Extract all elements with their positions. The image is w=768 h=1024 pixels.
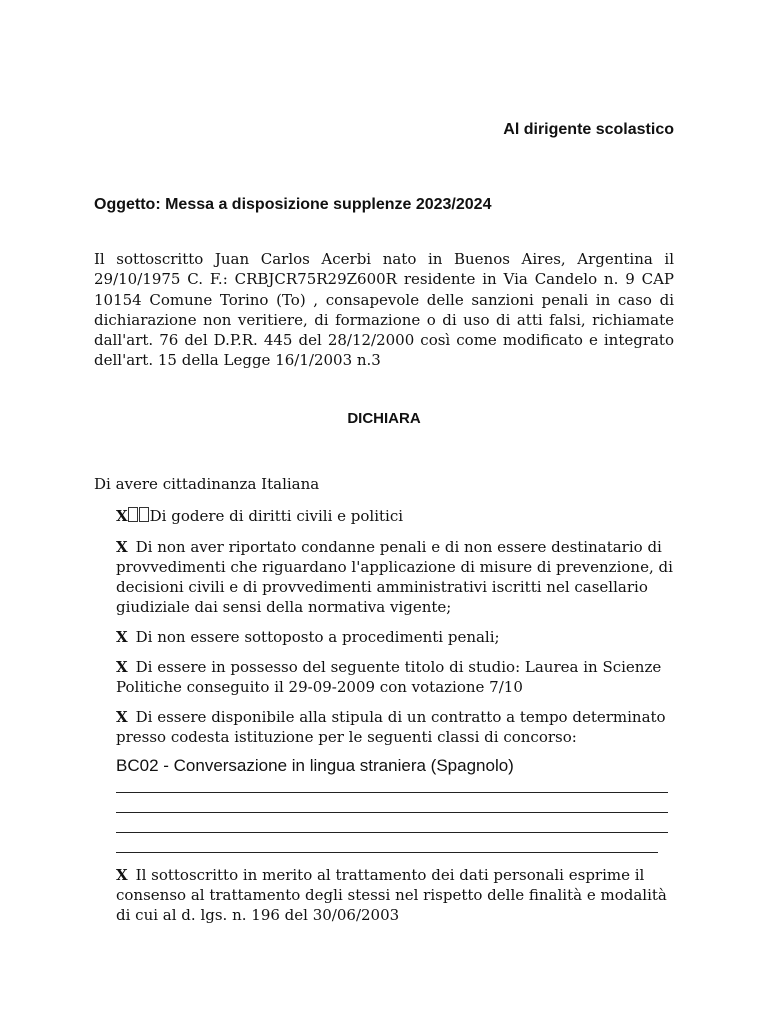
check-mark: X: [116, 866, 128, 884]
intro-paragraph: Il sottoscritto Juan Carlos Acerbi nato in Buenos Aires, Argentina il 29/10/1975 C. F.: CRBJCR75R29Z600R residente in Via Candelo n. 9 CAP 10154 Comune Torino (To) , consapevole delle sanzioni penali in caso di dichiarazione non veritiere, di formazione o di uso di atti falsi, richiamate dall'art. 76 del D.P.R. 445 del 28/12/2000 così come modificato e integrato dell'art. 15 della Legge 16/1/2003 n.3: [94, 250, 674, 370]
declaration-no-proceedings: [116, 627, 676, 647]
missing-glyph-icon: [139, 507, 149, 522]
declaration-text: Di essere in possesso del seguente titolo di studio: Laurea in Scienze Politiche conseguito il 29-09-2009 con votazione 7/10: [116, 658, 662, 696]
blank-line: [116, 812, 668, 813]
declaration-no-convictions: [116, 537, 676, 617]
check-mark: X: [116, 708, 128, 726]
declaration-degree: [116, 657, 676, 697]
subject-line: Oggetto: Messa a disposizione supplenze 2023/2024: [94, 196, 492, 213]
blank-line: [116, 832, 668, 833]
declaration-text: Di non essere sottoposto a procedimenti penali;: [135, 628, 500, 646]
check-mark: X: [116, 538, 128, 556]
declaration-availability: [116, 707, 676, 747]
check-mark: X: [116, 658, 128, 676]
blank-line: [116, 792, 668, 793]
declaration-text: Di godere di diritti civili e politici: [149, 507, 404, 525]
check-mark: X: [116, 628, 128, 646]
declaration-heading: DICHIARA: [347, 410, 421, 427]
declaration-text: Di essere disponibile alla stipula di un contratto a tempo determinato presso codesta istituzione per le seguenti classi di concorso:: [116, 708, 666, 746]
missing-glyph-icon: [128, 507, 138, 522]
check-mark: X: [116, 507, 128, 525]
declaration-text: Di non aver riportato condanne penali e di non essere destinatario di provvedimenti che riguardano l'applicazione di misure di prevenzione, di decisioni civili e di provvedimenti amministrativi iscritti nel casellario giudiziale dai sensi della normativa vigente;: [116, 538, 673, 616]
declaration-text: Il sottoscritto in merito al trattamento dei dati personali esprime il consenso al trattamento degli stessi nel rispetto delle finalità e modalità di cui al d. lgs. n. 196 del 30/06/2003: [116, 866, 667, 924]
declaration-civil-rights: [116, 506, 676, 526]
recipient-heading: Al dirigente scolastico: [503, 121, 674, 138]
blank-line: [116, 852, 658, 853]
citizenship-statement: Di avere cittadinanza Italiana: [94, 475, 320, 493]
declaration-privacy: [116, 865, 676, 925]
competition-class: BC02 - Conversazione in lingua straniera (Spagnolo): [116, 756, 514, 775]
